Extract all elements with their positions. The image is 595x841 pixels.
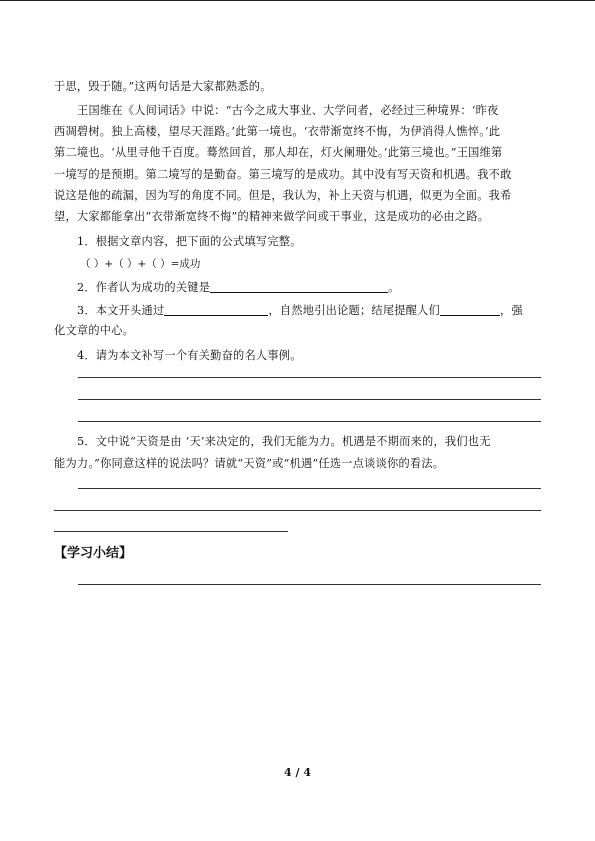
formula-blanks[interactable]: （ ）+（ ）+（ ）=成功 <box>80 258 201 270</box>
question-5-line2: 能为力。”你同意这样的说法吗？请就“天资”或“机遇”任选一点谈谈你的看法。 <box>54 457 445 470</box>
question-5-line1: 5．文中说“天资是由 ‘天’来决定的，我们无能为力。机遇是不期而来的，我们也无 <box>77 435 491 448</box>
question-2-text: 2．作者认为成功的关键是 <box>77 281 211 294</box>
answer-line[interactable] <box>78 399 541 400</box>
question-3-text-c: ，强 <box>500 304 523 317</box>
question-2 <box>77 280 567 295</box>
passage-line: 第二境也。‘从里寻他千百度。蓦然回首，那人却在，灯火阑珊处。’此第三境也。”王国维第 <box>54 146 503 159</box>
header-rule <box>0 0 595 1</box>
question-3 <box>77 303 567 318</box>
answer-blank-ending[interactable] <box>440 303 500 316</box>
answer-line[interactable] <box>78 377 541 378</box>
question-3-text-b: ，自然地引出论题；结尾提醒人们 <box>268 304 441 317</box>
question-4: 4．请为本文补写一个有关勤奋的名人事例。 <box>77 349 302 362</box>
question-2-end: 。 <box>388 281 400 294</box>
question-3-text-a: 3．本文开头通过 <box>77 304 165 317</box>
passage-line: 于思，毁于随。”这两句话是大家都熟悉的。 <box>54 80 272 93</box>
question-1: 1．根据文章内容，把下面的公式填写完整。 <box>77 235 302 248</box>
page-number: 4 / 4 <box>284 766 311 779</box>
answer-blank-key[interactable] <box>210 280 388 293</box>
passage-line: 西凋碧树。独上高楼，望尽天涯路。’此第一境也。‘衣带渐宽终不悔，为伊消得人憔悴。’此 <box>54 125 501 138</box>
passage-line: 一境写的是预期。第二境写的是勤奋。第三境写的是成功。其中没有写天资和机遇。我不敢 <box>54 168 512 181</box>
answer-line[interactable] <box>78 421 541 422</box>
question-3-line2: 化文章的中心。 <box>54 324 135 337</box>
answer-line[interactable] <box>54 531 288 532</box>
summary-heading: 【学习小结】 <box>54 546 133 561</box>
answer-blank-opening[interactable] <box>164 303 268 316</box>
passage-line: 说这是他的疏漏，因为写的角度不同。但是，我认为，补上天资与机遇，似更为全面。我希 <box>54 189 512 202</box>
answer-line[interactable] <box>54 510 541 511</box>
passage-line: 望，大家都能拿出“衣带渐宽终不悔”的精神来做学问或干事业，这是成功的必由之路。 <box>54 210 490 223</box>
answer-line[interactable] <box>78 488 541 489</box>
passage-line: 王国维在《人间词话》中说：“古今之成大事业、大学问者，必经过三种境界：‘昨夜 <box>77 104 499 117</box>
summary-answer-line[interactable] <box>78 584 541 585</box>
